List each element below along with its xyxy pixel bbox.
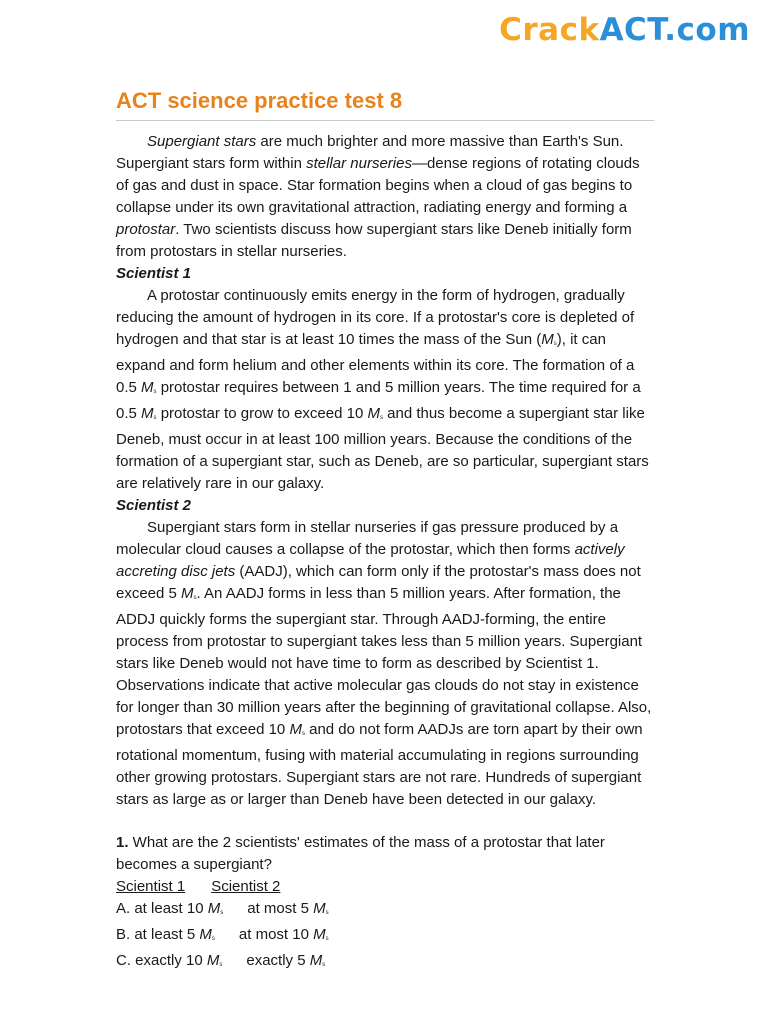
- scientist2-heading: Scientist 2: [116, 497, 192, 514]
- title-divider: [116, 120, 654, 121]
- answer-option-a[interactable]: A. at least 10 $M_s$ at most 5 $M_s$: [116, 900, 329, 917]
- answer-option-c[interactable]: C. exactly 10 $M_s$ exactly 5 $M_s$: [116, 952, 326, 969]
- answer-column-headers: Scientist 1 Scientist 2: [116, 878, 281, 895]
- crackact-logo[interactable]: [499, 12, 750, 48]
- logo-part-act: ACT.com: [599, 12, 750, 48]
- answer-option-b[interactable]: B. at least 5 $M_s$ at most 10 $M_s$: [116, 926, 329, 943]
- scientist1-heading: Scientist 1: [116, 265, 192, 282]
- scientist1-paragraph: A protostar continuously emits energy in the form of hydrogen, gradually reducing the amount of hydrogen in its core. If a protostar's core is depleted of hydrogen and that star is at least 10 times the mass of the Sun $(M_s)$, it can expand and form helium and other elements within its core. The formation of a 0.5 $M_s$ protostar requires between 1 and 5 million years. The time required for a 0.5 $M_s$ protostar to grow to exceed 10 $M_s$ and thus become a supergiant star like Deneb, must occur in at least 100 million years. Because the conditions of the formation of a supergiant star, such as Deneb, are so particular, supergiant stars are relatively rare in our galaxy.: [116, 287, 649, 492]
- section-gap: [116, 811, 656, 832]
- logo-part-crack: Crack: [499, 12, 600, 48]
- intro-paragraph: Supergiant stars are much brighter and more massive than Earth's Sun. Supergiant stars form within stellar nurseries—dense regions of rotating clouds of gas and dust in space. Star formation begins when a cloud of gas begins to collapse under its own gravitational attraction, radiating energy and forming a protostar. Two scientists discuss how supergiant stars like Deneb initially form from protostars in stellar nurseries.: [116, 133, 640, 260]
- scientist2-paragraph: Supergiant stars form in stellar nurseries if gas pressure produced by a molecular cloud causes a collapse of the protostar, which then forms actively accreting disc jets (AADJ), which can form only if the protostar's mass does not exceed 5 $M_s$. An AADJ forms in less than 5 million years. After formation, the ADDJ quickly forms the supergiant star. Through AADJ-forming, the entire process from protostar to supergiant takes less than 5 million years. Supergiant stars like Deneb would not have time to form as described by Scientist 1. Observations indicate that active molecular gas clouds do not stay in existence for longer than 30 million years after the beginning of gravitational collapse. Also, protostars that exceed 10 $M_s$ and do not form AADJs are torn apart by their own rotational momentum, fusing with material accumulating in regions surrounding other growing protostars. Supergiant stars are not rare. Hundreds of supergiant stars as large as or larger than Deneb have been detected in our galaxy.: [116, 519, 652, 808]
- question-1: 1. What are the 2 scientists' estimates of the mass of a protostar that later becomes a supergiant?: [116, 834, 605, 873]
- article-body: [116, 131, 656, 976]
- page-title: ACT science practice test 8: [116, 88, 403, 113]
